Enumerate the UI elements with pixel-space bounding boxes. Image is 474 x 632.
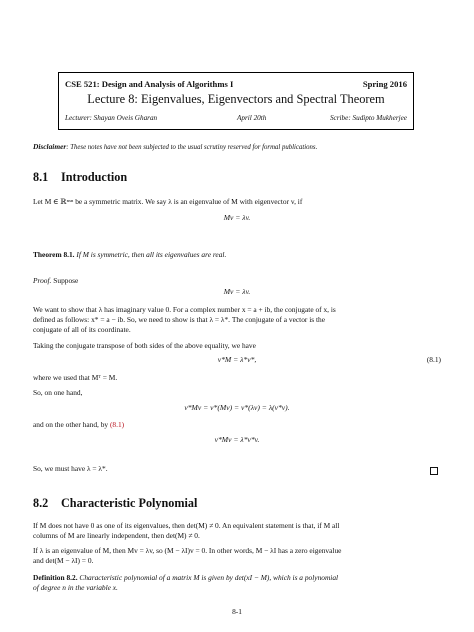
section-heading-introduction (33, 170, 127, 185)
equation-one-hand: v*Mv = v*(Mv) = v*(λv) = λ(v*v). (184, 403, 290, 412)
section-title: Characteristic Polynomial (61, 496, 198, 510)
equation-suppose: Mv = λv. (223, 287, 251, 296)
lecture-date: April 20th (237, 114, 267, 122)
charpoly-paragraph-1 (33, 521, 443, 541)
proof-start-text: Suppose (51, 276, 79, 285)
proof-paragraph-one-hand: So, on one hand, (33, 388, 83, 397)
charpoly-paragraph-2 (33, 546, 443, 566)
proof-paragraph-conjugate (33, 305, 443, 336)
text-line: defined as follows: x* = a − ib. So, we need to show is that λ = λ*. The conjugate of a vector is the (33, 315, 326, 325)
equation-other-hand: v*Mv = λ*v*v. (214, 435, 260, 444)
text-line: If λ is an eigenvalue of M, then Mv = λv, so (M − λI)v = 0. In other words, M − λI has a zero eigenvalue (33, 546, 342, 555)
header-bottom-row (65, 114, 407, 124)
section-number: 8.1 (33, 170, 49, 184)
equation-8-1: v*M = λ*v*, (217, 355, 257, 364)
definition-8-2 (33, 573, 443, 593)
text-line: columns of M are linearly independent, then det(M) ≠ 0. (33, 531, 200, 541)
proof-label: Proof. (33, 276, 52, 285)
definition-text-line-2: of degree n in the variable x. (33, 583, 118, 593)
equation-number-8-1: (8.1) (426, 355, 441, 364)
proof-paragraph-symmetric: where we used that Mᵀ = M. (33, 373, 118, 382)
lecturer: Lecturer: Shayan Oveis Gharan (65, 114, 158, 122)
proof-paragraph-other-hand (33, 420, 443, 430)
header-top-row (65, 79, 407, 89)
lecture-title: Lecture 8: Eigenvalues, Eigenvectors and Spectral Theorem (87, 92, 385, 106)
section-number: 8.2 (33, 496, 49, 510)
course-name: CSE 521: Design and Analysis of Algorithms I (65, 79, 234, 89)
theorem-label: Theorem 8.1. (33, 250, 75, 259)
lecture-header-box (58, 72, 414, 130)
equation-eigen-definition: Mv = λv. (223, 213, 251, 222)
text-fragment: and on the other hand, by (33, 420, 110, 429)
proof-conclusion: So, we must have λ = λ*. (33, 464, 108, 473)
theorem-8-1 (33, 250, 443, 260)
proof-paragraph-transpose: Taking the conjugate transpose of both sides of the above equality, we have (33, 341, 256, 350)
disclaimer-text: : These notes have not been subjected to the usual scrutiny reserved for formal publications. (66, 144, 318, 151)
equation-reference-link[interactable]: (8.1) (109, 420, 125, 429)
page-number: 8-1 (232, 607, 242, 616)
scribe: Scribe: Sudipto Mukherjee (329, 114, 407, 122)
theorem-text: If M is symmetric, then all its eigenvalues are real. (74, 250, 227, 259)
definition-text: Characteristic polynomial of a matrix M is given by det(xI − M), which is a polynomial (77, 573, 339, 582)
text-line: conjugate of all of its coordinate. (33, 325, 131, 335)
disclaimer-label: Disclaimer (33, 142, 67, 151)
text-line: We want to show that λ has imaginary value 0. For a complex number x = a + ib, the conjugate of x, is (33, 305, 336, 314)
disclaimer (33, 142, 443, 153)
section-title: Introduction (61, 170, 128, 184)
term: Spring 2016 (362, 79, 407, 89)
text-line: If M does not have 0 as one of its eigenvalues, then det(M) ≠ 0. An equivalent statement is that, if M all (33, 521, 340, 530)
section-heading-characteristic-polynomial (33, 496, 197, 511)
proof-start (33, 276, 443, 286)
definition-label: Definition 8.2. (33, 573, 78, 582)
text-line: and det(M − λI) = 0. (33, 556, 94, 566)
intro-paragraph: Let M ∈ ℝⁿˣⁿ be a symmetric matrix. We say λ is an eigenvalue of M with eigenvector v, if (33, 197, 303, 206)
qed-square-icon (430, 467, 438, 475)
